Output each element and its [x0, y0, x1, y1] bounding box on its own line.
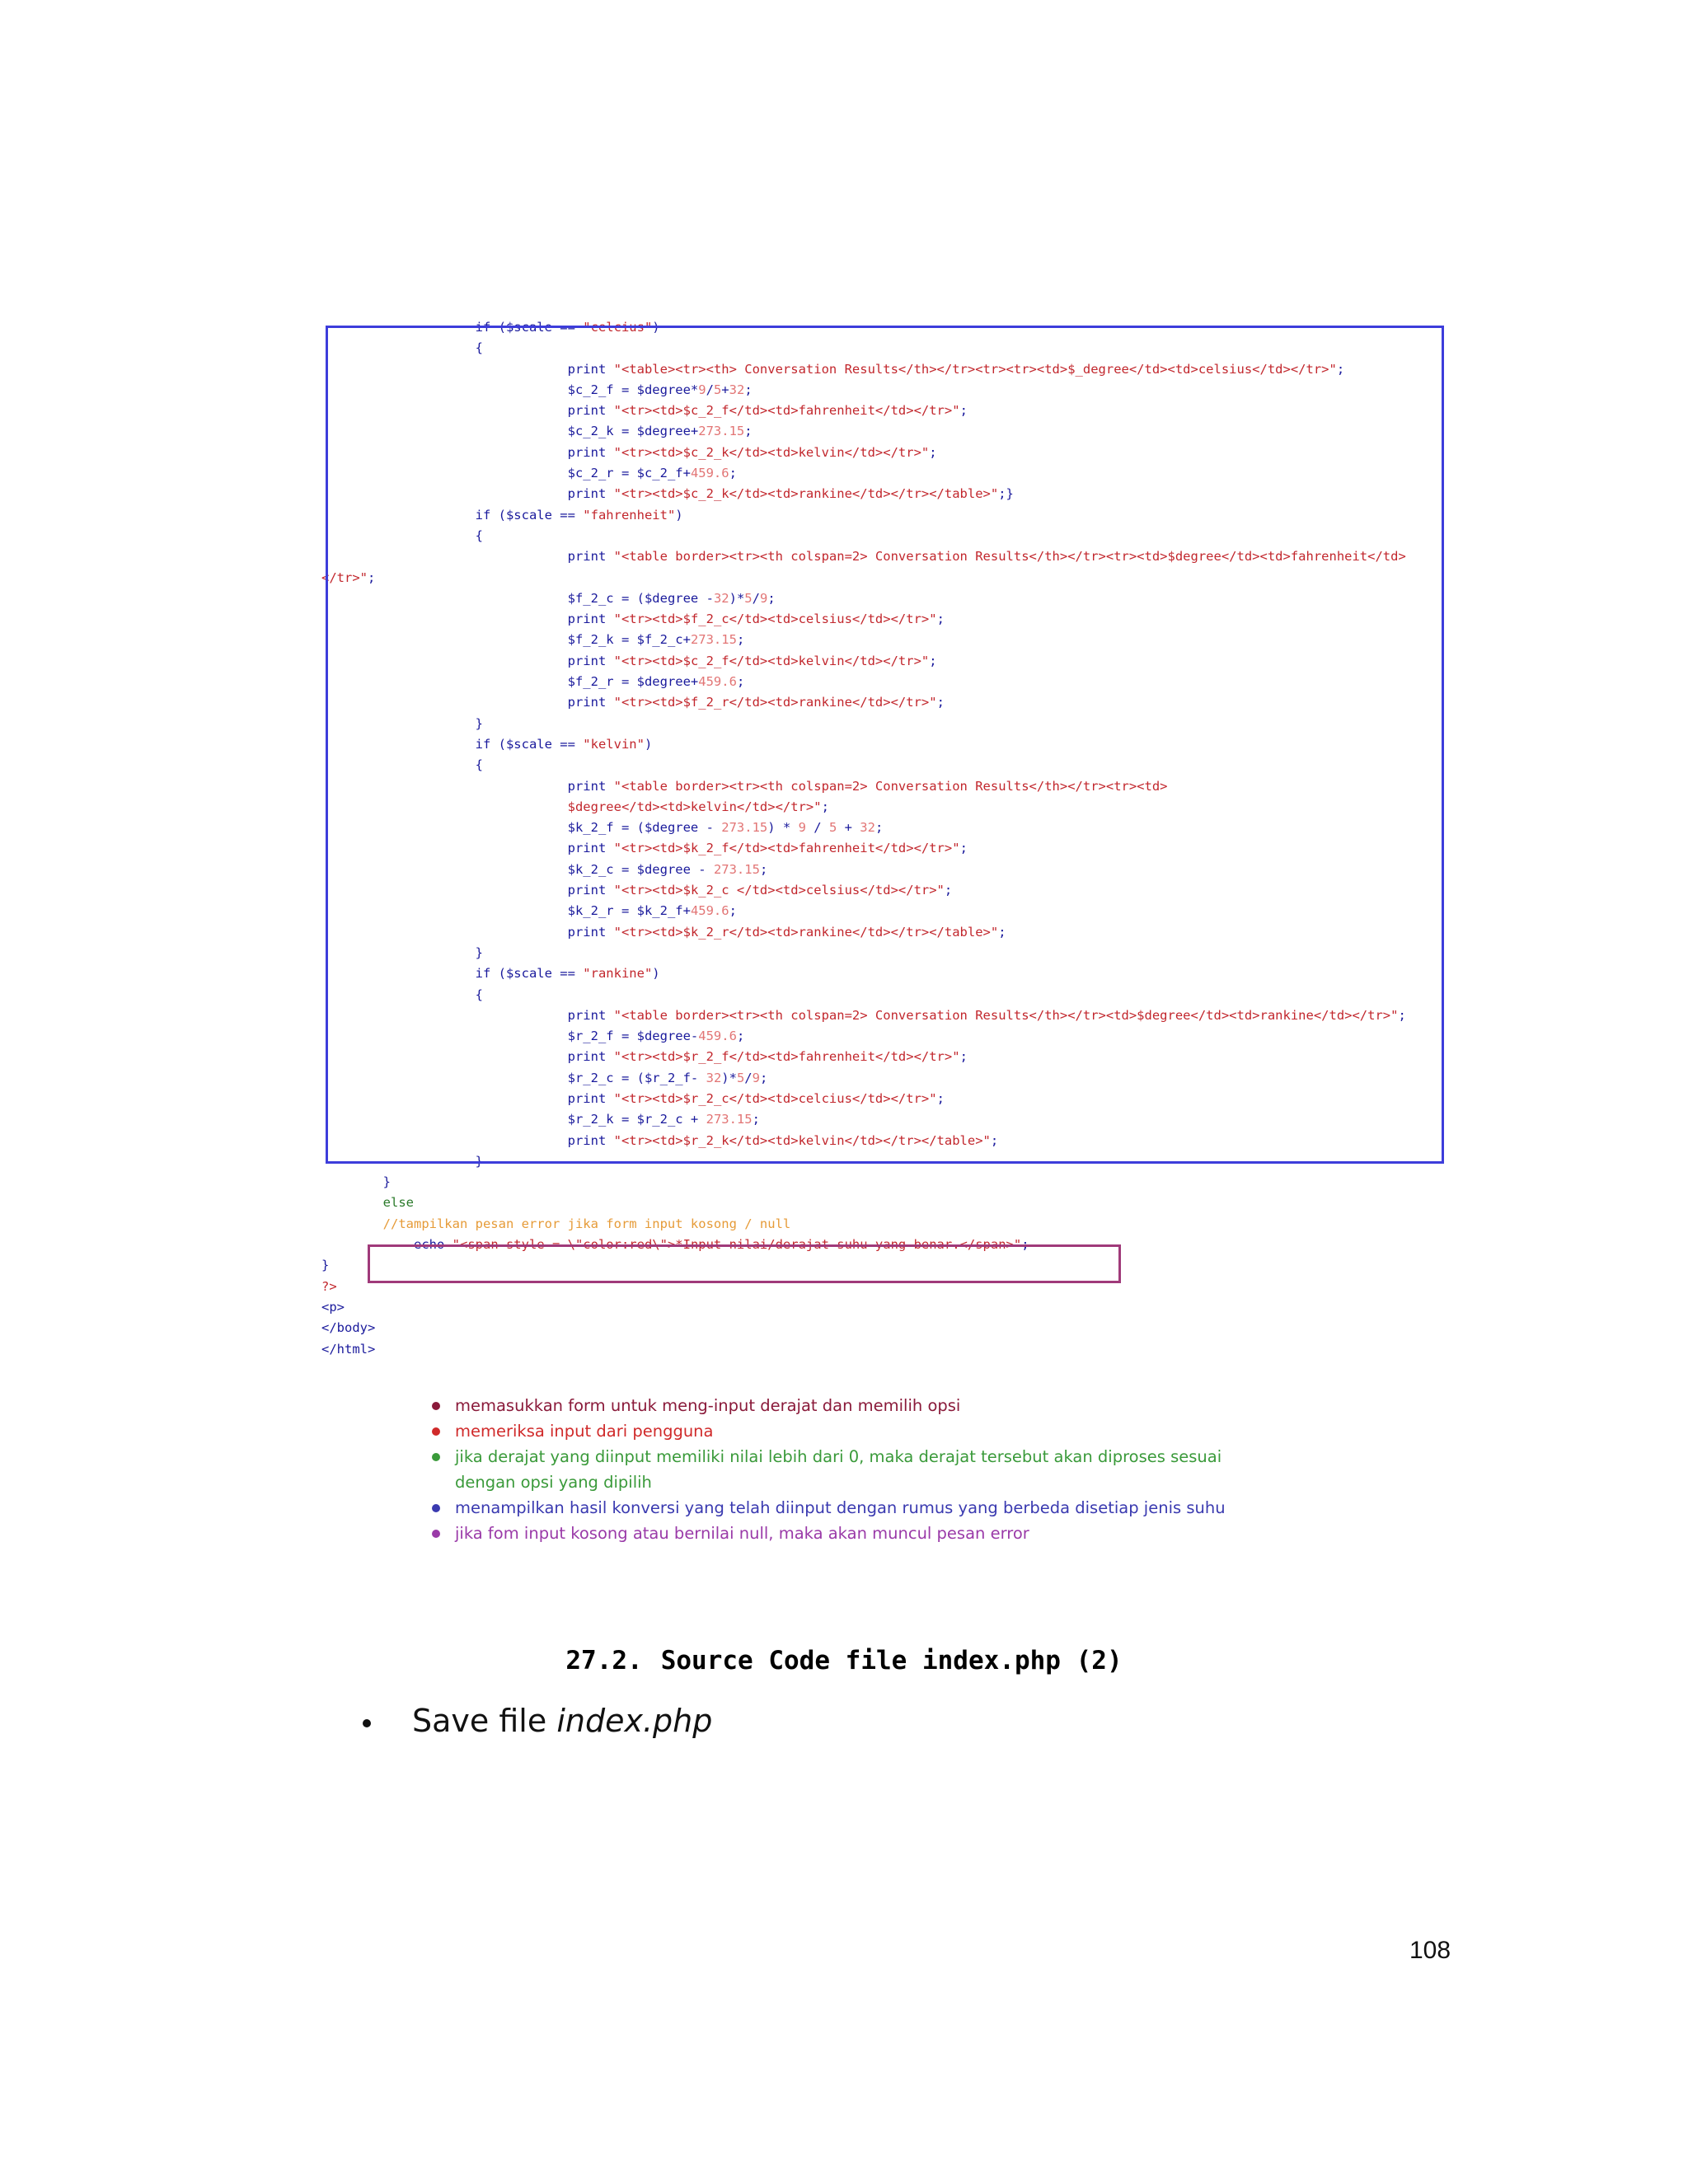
code-token: //tampilkan pesan error jika form input kosong / null — [382, 1216, 791, 1231]
code-token: print — [567, 924, 614, 940]
code-token: 273.15 — [698, 424, 745, 439]
code-token: if ($scale == — [475, 736, 584, 752]
code-token: ; — [990, 1132, 999, 1148]
code-token: "kelvin" — [583, 736, 645, 752]
code-token: 9 — [759, 590, 768, 606]
code-token: <p> — [321, 1299, 345, 1315]
code-token: } — [475, 1153, 483, 1169]
code-token: 32 — [860, 820, 875, 836]
legend-text: memasukkan form untuk meng-input derajat dan memilih opsi — [455, 1396, 961, 1415]
code-token: "<table border><tr><th colspan=2> Conversation Results</th></tr><tr><td> — [613, 778, 1168, 794]
caption-number: 27.2. — [565, 1646, 643, 1675]
code-line — [321, 1297, 1459, 1318]
code-line — [321, 1339, 1459, 1360]
code-token: ; — [1398, 1007, 1406, 1023]
code-token: if ($scale == — [475, 320, 584, 335]
code-token: ; — [959, 403, 968, 419]
code-token: if ($scale == — [475, 966, 584, 982]
legend-text: jika derajat yang diinput memiliki nilai lebih dari 0, maka derajat tersebut akan diproses sesuai dengan opsi yang dipilih — [455, 1447, 1222, 1492]
code-token: "<tr><td>$c_2_k</td><td>rankine</td></tr></table>" — [613, 486, 999, 502]
code-token: $k_2_r = $k_2_f+ — [567, 903, 691, 919]
code-token: } — [475, 944, 483, 960]
code-token: "<tr><td>$f_2_r</td><td>rankine</td></tr>" — [613, 695, 937, 710]
code-token: if ($scale == — [475, 507, 584, 523]
bullet-dot-icon — [432, 1402, 440, 1410]
code-token: else — [382, 1195, 414, 1211]
code-token: ; — [1021, 1237, 1029, 1253]
code-token: "<tr><td>$c_2_f</td><td>fahrenheit</td></tr>" — [613, 403, 960, 419]
legend-text: memeriksa input dari pengguna — [455, 1422, 714, 1441]
code-token: ; — [759, 1070, 768, 1085]
code-token: / — [752, 590, 760, 606]
code-token: ) — [652, 320, 660, 335]
bullet-dot-icon — [432, 1427, 440, 1436]
code-token: ) — [675, 507, 683, 523]
code-token: ; — [752, 1112, 760, 1127]
code-token: </body> — [321, 1320, 376, 1336]
code-token: ; — [744, 424, 753, 439]
code-token: 9 — [798, 820, 806, 836]
code-token: "<tr><td>$r_2_c</td><td>celcius</td></tr>" — [613, 1090, 937, 1106]
code-token: "rankine" — [583, 966, 653, 982]
code-token: $f_2_c = ($degree - — [567, 590, 714, 606]
code-token: $k_2_f = ($degree - — [567, 820, 722, 836]
code-token: $c_2_f = $degree* — [567, 382, 699, 397]
code-token: 273.15 — [706, 1112, 753, 1127]
caption-text: Source Code file index.php (2) — [660, 1646, 1123, 1675]
code-token: ; — [959, 1049, 968, 1065]
legend-list — [429, 1393, 1286, 1546]
code-token: / — [805, 820, 829, 836]
code-token: 9 — [752, 1070, 760, 1085]
code-token: ?> — [321, 1278, 337, 1294]
code-token: ; — [1336, 361, 1345, 377]
code-token: print — [567, 549, 614, 565]
code-token: "<tr><td>$k_2_r</td><td>rankine</td></tr></table>" — [613, 924, 999, 940]
code-token: 32 — [729, 382, 745, 397]
code-token: ; — [729, 466, 737, 481]
code-token: $f_2_k = $f_2_c+ — [567, 632, 691, 648]
code-token: "<table border><tr><th colspan=2> Conversation Results</th></tr><td>$degree</td><td>rankine</td></tr>" — [613, 1007, 1399, 1023]
code-token: { — [475, 527, 483, 543]
code-token: 32 — [713, 590, 729, 606]
code-token: print — [567, 1007, 614, 1023]
code-token: "<tr><td>$k_2_f</td><td>fahrenheit</td></tr>" — [613, 841, 960, 856]
code-token: ; — [736, 1029, 745, 1044]
code-token: / — [744, 1070, 753, 1085]
code-token: ) — [652, 966, 660, 982]
code-token: } — [475, 715, 483, 731]
bullet-dot-icon — [363, 1719, 371, 1727]
code-token: "celcius" — [583, 320, 653, 335]
legend-item — [429, 1495, 1286, 1521]
code-token: "<tr><td>$r_2_f</td><td>fahrenheit</td></tr>" — [613, 1049, 960, 1065]
code-token: ) — [644, 736, 653, 752]
code-token: print — [567, 486, 614, 502]
code-token: "<tr><td>$f_2_c</td><td>celsius</td></tr>" — [613, 612, 937, 627]
code-token: $f_2_r = $degree+ — [567, 674, 699, 690]
code-token: "<tr><td>$c_2_k</td><td>kelvin</td></tr>" — [613, 444, 930, 460]
code-token: "<tr><td>$c_2_f</td><td>kelvin</td></tr>" — [613, 653, 930, 668]
legend-item — [429, 1521, 1286, 1546]
code-token: $c_2_r = $c_2_f+ — [567, 466, 691, 481]
code-line — [321, 1214, 1459, 1235]
code-token: + — [837, 820, 860, 836]
code-token: ; — [998, 924, 1006, 940]
code-token: 32 — [706, 1070, 722, 1085]
code-line — [321, 1172, 1459, 1193]
code-token: ; — [759, 861, 768, 877]
code-token: echo — [413, 1237, 452, 1253]
code-token: $degree</td><td>kelvin</td></tr>" — [567, 799, 822, 814]
code-token: print — [567, 612, 614, 627]
code-token: { — [475, 757, 483, 773]
code-token: print — [567, 695, 614, 710]
legend-text: menampilkan hasil konversi yang telah diinput dengan rumus yang berbeda disetiap jenis suhu — [455, 1498, 1226, 1517]
code-token: ; — [736, 674, 745, 690]
code-token: $r_2_k = $r_2_c + — [567, 1112, 706, 1127]
code-token: 5 — [744, 590, 753, 606]
highlight-box-error — [368, 1244, 1121, 1283]
code-token: "<tr><td>$k_2_c </td><td>celsius</td></tr>" — [613, 883, 945, 898]
code-token: print — [567, 1090, 614, 1106]
legend-item — [429, 1418, 1286, 1444]
page-number: 108 — [1409, 1937, 1451, 1964]
bullet-dot-icon — [432, 1504, 440, 1512]
code-token: ; — [944, 883, 953, 898]
code-token: $k_2_c = $degree - — [567, 861, 714, 877]
code-token: ) * — [767, 820, 799, 836]
instruction-filename: index.php — [556, 1703, 713, 1739]
code-token: ; — [767, 590, 776, 606]
code-token: print — [567, 1049, 614, 1065]
code-token: ; — [736, 632, 745, 648]
code-token: print — [567, 361, 614, 377]
code-token: } — [382, 1174, 391, 1190]
code-token: print — [567, 778, 614, 794]
code-token: 459.6 — [690, 903, 729, 919]
code-token: $c_2_k = $degree+ — [567, 424, 699, 439]
code-line — [321, 1318, 1459, 1338]
code-token: ; — [874, 820, 884, 836]
code-token: </html> — [321, 1341, 376, 1357]
code-token: ; — [959, 841, 968, 856]
code-token: $r_2_c = ($r_2_f- — [567, 1070, 706, 1085]
code-token: print — [567, 444, 614, 460]
code-token: )* — [729, 590, 745, 606]
code-token: "<table><tr><th> Conversation Results</th></tr><tr><tr><td>$_degree</td><td>celsius</td></tr>" — [613, 361, 1337, 377]
legend-item — [429, 1444, 1286, 1495]
code-token: ;} — [998, 486, 1014, 502]
code-token: ; — [929, 653, 937, 668]
code-token: 273.15 — [690, 632, 737, 648]
code-token: ; — [729, 903, 737, 919]
figure-caption — [0, 1646, 1688, 1675]
code-token: { — [475, 987, 483, 1002]
code-token: "fahrenheit" — [583, 507, 676, 523]
code-token: 459.6 — [698, 674, 737, 690]
code-token: ; — [936, 1090, 945, 1106]
code-token: } — [321, 1258, 330, 1273]
code-token: ; — [936, 695, 945, 710]
code-token: + — [721, 382, 729, 397]
code-token: </tr>" — [321, 569, 368, 585]
code-token: "<table border><tr><th colspan=2> Conversation Results</th></tr><tr><td>$degree</td><td>fahrenheit</td> — [613, 549, 1406, 565]
code-token: $r_2_f = $degree- — [567, 1029, 699, 1044]
bullet-dot-icon — [432, 1453, 440, 1461]
code-token: "<tr><td>$r_2_k</td><td>kelvin</td></tr></table>" — [613, 1132, 991, 1148]
highlight-box-conversion — [326, 326, 1444, 1164]
code-token: )* — [721, 1070, 737, 1085]
code-token: 9 — [698, 382, 706, 397]
code-token: 5 — [828, 820, 837, 836]
legend-text: jika fom input kosong atau bernilai null, maka akan muncul pesan error — [455, 1524, 1029, 1543]
code-token: 459.6 — [690, 466, 729, 481]
bullet-dot-icon — [432, 1530, 440, 1538]
code-token: 5 — [713, 382, 722, 397]
code-token: 5 — [736, 1070, 745, 1085]
code-token: print — [567, 1132, 614, 1148]
instruction-prefix: Save file — [412, 1703, 557, 1739]
code-token: { — [475, 340, 483, 356]
code-token: ; — [936, 612, 945, 627]
code-line — [321, 1193, 1459, 1213]
code-token: print — [567, 403, 614, 419]
code-token: print — [567, 883, 614, 898]
code-token: 459.6 — [698, 1029, 737, 1044]
code-token: print — [567, 841, 614, 856]
code-token: ; — [744, 382, 753, 397]
code-token: / — [706, 382, 714, 397]
code-token: ; — [368, 569, 376, 585]
code-token: ; — [821, 799, 829, 814]
code-token: "<span style = \"color:red\">*Input nilai/derajat suhu yang benar.</span>" — [452, 1237, 1022, 1253]
code-token: 273.15 — [721, 820, 768, 836]
code-token: ; — [929, 444, 937, 460]
code-token: 273.15 — [713, 861, 760, 877]
legend-item — [429, 1393, 1286, 1418]
instruction-bullet — [363, 1703, 712, 1739]
code-token: print — [567, 653, 614, 668]
